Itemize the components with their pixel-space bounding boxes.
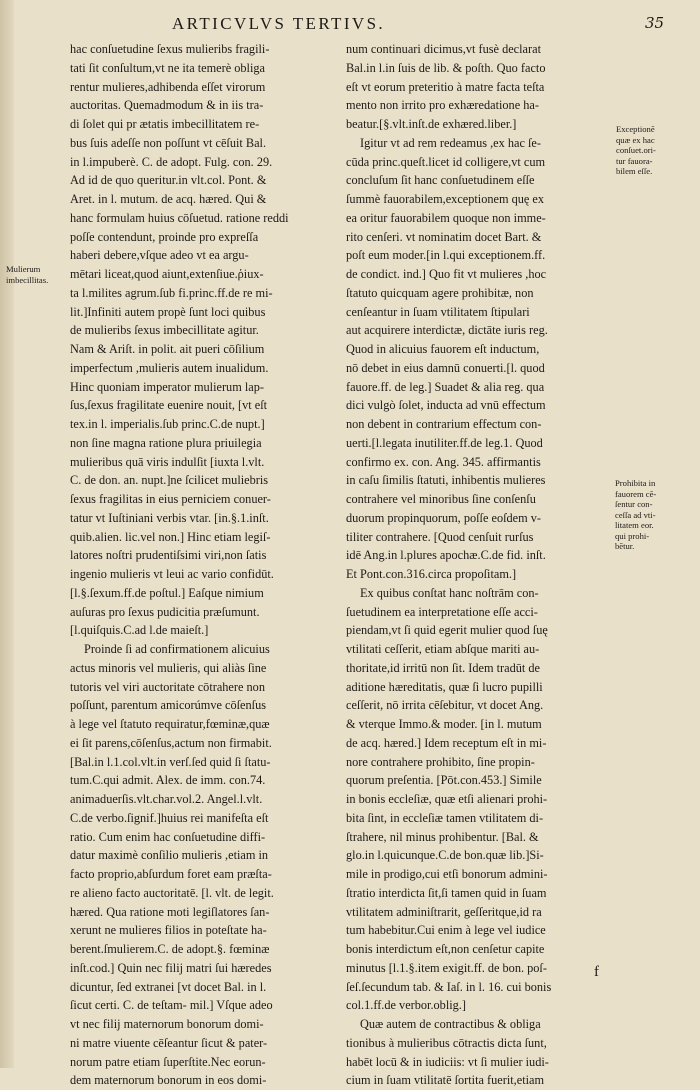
text-line: à lege vel ſtatuto requiratur,fœminæ,quæ [70, 717, 270, 731]
text-line: hanc formulam huius cōſuetud. ratione reddi [70, 210, 289, 225]
text-line: ſicut certi. C. de teſtam- mil.] Vſque adeo [70, 998, 273, 1013]
text-line: mento non irrito pro exhæredatione ha- [346, 98, 539, 113]
text-line: haberi debere,vſque adeo vt ea argu- [70, 248, 249, 263]
text-line: C. de don. an. nupt.]ne ſcilicet muliebris [70, 473, 269, 488]
text-line: poſſe contendunt, proinde pro expreſſa [70, 229, 259, 244]
text-line: cūda princ.queſt.licet id colligere,vt cum [346, 154, 546, 169]
text-line: in bonis eccleſiæ, quæ etſi alienari prohi- [346, 792, 548, 806]
text-line: ratio. Cum enim hac conſuetudine diffi- [70, 829, 266, 844]
text-line: poſt eum moder.[in l.qui exceptionem.ff. [346, 248, 546, 263]
text-line: ſus,ſexus fragilitate euenire nouit, [vt eſt [70, 398, 268, 413]
page-number: 35 [645, 14, 665, 32]
margin-note-line: qui prohi- [615, 530, 650, 541]
text-line: tum.C.qui admit. Alex. de imm. con.74. [70, 773, 266, 788]
text-line: hac conſuetudine ſexus mulieribs fragili- [70, 42, 270, 56]
text-line: facto proprio,abſurdum foret eam præſta- [70, 867, 272, 881]
right-margin-note-exception [616, 124, 686, 177]
text-line: latores noſtri prudentiſsimi viri,non ſatis [70, 548, 267, 563]
margin-note-line: conſuet.ori- [616, 145, 656, 155]
text-line: vtilitatem adminiſtrarit, geſſeritque,id ra [346, 904, 542, 919]
text-line: bus ſuis adeſſe non poſſunt vt cēſuit Bal. [70, 135, 267, 150]
text-line: tatur vt Iuſtiniani verbis vtar. [in.§.1.inſt. [70, 510, 269, 525]
page-edge [0, 0, 14, 1068]
text-line: ta l.milites agrum.ſub fi.princ.ff.de re mi- [70, 285, 273, 300]
text-line: cenſeantur in ſuam vtilitatem ſtipulari [346, 304, 530, 319]
text-line: poſſunt, parentum amicorúmve cōſenſus [70, 698, 267, 713]
text-line: tex.in l. imperialis.ſub princ.C.de nupt.] [70, 417, 265, 431]
text-line: norum patre etiam ſuperſtite.Nec eorun- [70, 1054, 266, 1069]
left-text-column [70, 40, 342, 1090]
text-line: in caſu ſimilis ſtatuti, inhibentis mulieres [346, 473, 546, 488]
text-line: tati ſit conſultum,vt ne ita temerè obliga [70, 60, 265, 75]
text-line: di ſolet qui pr ætatis imbecillitatem re- [70, 117, 260, 131]
text-line: lit.]Infiniti autem propè ſunt loci quibus [70, 304, 266, 319]
text-line: Quod in alicuius fauorem eſt inductum, [346, 342, 540, 356]
text-line: vtilitati ceſſerit, etiam abſque mariti au- [346, 642, 540, 656]
text-line: ſummè fauorabilem,exceptionem quę ex [346, 192, 545, 206]
margin-note-line: litatem eor. [615, 520, 654, 530]
margin-note-line: fauorem cē- [615, 488, 657, 499]
text-line: fauore.ff. de leg.] Suadet & alia reg. qua [346, 379, 545, 394]
text-line: ni matre viuente cēſeantur ſicut & pater- [70, 1035, 268, 1050]
text-line: nō debet in eius damnū conuerti.[l. quod [346, 360, 545, 375]
text-line: [l.quiſquis.C.ad l.de maieſt.] [70, 623, 209, 638]
text-line: dici vulgò ſolet, inducta ad vnū effectum [346, 398, 546, 413]
text-line: non ſine magna ratione plura priuilegia [70, 435, 262, 450]
margin-note-line: tur fauora- [616, 155, 653, 166]
text-line: Nam & Ariſt. in polit. ait pueri cōſilium [70, 342, 265, 356]
text-line: ſtrahere, nil minus prohibentur. [Bal. & [346, 829, 539, 844]
text-line: auctoritas. Quemadmodum & in iis tra- [70, 98, 264, 113]
left-margin-note [6, 264, 66, 285]
text-line: ea oritur fauorabilem quoque non imme- [346, 210, 546, 225]
text-line: quorum preſentia. [Pōt.con.453.] Simile [346, 773, 542, 788]
text-line: ingenio mulieris vt leui ac vario confidūt. [70, 567, 274, 581]
text-line: dem maternorum bonorum in eos domi- [70, 1073, 267, 1088]
text-line: ſtratio interdicta ſit,ſi tamen quid in ſuam [346, 885, 547, 900]
text-line: quib.alien. lic.vel non.] Hinc etiam legiſ- [70, 529, 271, 544]
margin-note-line: quæ ex hac [616, 134, 655, 145]
margin-note-line: Exceptionē [616, 124, 655, 134]
text-line: ſeſ.ſecundum tab. & Iaſ. in l. 16. cui bonis [346, 979, 552, 994]
text-line: concluſum ſit hanc conſuetudinem eſſe [346, 173, 535, 188]
page-header [0, 12, 700, 36]
text-line: ſuetudinem ea interpretatione eſſe acci- [346, 604, 538, 619]
text-line: datur maximè conſilio mulieris ,etiam in [70, 848, 269, 863]
text-line: glo.in l.quicunque.C.de bon.quæ lib.]Si- [346, 848, 544, 863]
text-line: mulieribus quā viris indulſit [iuxta l.vlt. [70, 454, 265, 469]
text-line: duorum propinquorum, poſſe eoſdem v- [346, 510, 542, 525]
text-line: eſt vt eorum preteritio à matre facta teſta [346, 79, 545, 94]
catchword: f [594, 964, 599, 980]
text-line: xerunt ne mulieres filios in poteſtate ha- [70, 923, 267, 938]
text-line: re alieno facto auctoritatē. [l. vlt. de legit. [70, 885, 274, 900]
text-line: bita ſint, in eccleſiæ tamen vtilitatem di- [346, 810, 544, 825]
text-line: ei ſit parens,cōſenſus,actum non firmabit. [70, 735, 272, 750]
text-line: [l.§.ſexum.ff.de poſtul.] Eaſque nimium [70, 585, 264, 600]
text-line: num continuari dicimus,vt fusè declarat [346, 42, 541, 56]
text-line: Ad id de quo queritur.in vlt.col. Pont. & [70, 173, 267, 188]
text-line: in l.impuberè. C. de adopt. Fulg. con. 29. [70, 154, 273, 169]
text-line: aditione hæreditatis, quæ ſi lucro pupilli [346, 679, 543, 694]
margin-note-line: bētur. [615, 541, 635, 551]
text-line: habēt locū & in iudiciis: vt ſi mulier iudi- [346, 1054, 549, 1069]
text-line: & vterque Immo.& moder. [in l. mutum [346, 717, 542, 731]
text-line: Proinde ſi ad confirmationem alicuius [84, 642, 270, 656]
text-line: inſt.cod.] Quin nec filij matri ſui hæredes [70, 960, 272, 975]
text-line: berent.ſmulierem.C. de adopt.§. fœminæ [70, 942, 270, 956]
text-line: cium in ſuam vtilitatē ſortita fuerit,etiam [346, 1073, 545, 1088]
text-line: confirmo ex. con. Ang. 345. affirmantis [346, 454, 541, 469]
text-line: ſtatuto quicquam agere prohibitæ, non [346, 285, 534, 300]
text-line: Aret. in l. mutum. de acq. hæred. Qui & [70, 192, 267, 206]
text-line: Et Pont.con.316.circa propoſitam.] [346, 567, 517, 581]
margin-note-line: ceſſa ad vti- [615, 509, 656, 520]
text-line: rentur mulieres,adhibenda eſſet virorum [70, 79, 266, 94]
text-line: contrahere vel minoribus ſine conſenſu [346, 492, 536, 506]
text-line: auſuras pro ſexus pudicitia præſumunt. [70, 604, 260, 619]
text-line: non debent in contrarium effectum con- [346, 417, 542, 431]
text-line: de mulieribs ſexus imbecillitate agitur. [70, 323, 259, 338]
text-line: beatur.[§.vlt.inſt.de exhæred.liber.] [346, 117, 517, 131]
text-line: tiliter contrahere. [Quod cenſuit rurſus [346, 529, 534, 544]
text-line: rito cenſeri. vt nominatim docet Bart. & [346, 229, 542, 244]
text-line: piendam,vt ſi quid egerit mulier quod ſuę [346, 623, 548, 638]
margin-note-line: ſentur con- [615, 499, 653, 509]
text-line: Quæ autem de contractibus & obliga [360, 1017, 541, 1031]
margin-note-line: Prohibita in [615, 478, 656, 488]
running-title: ARTICVLVS TERTIVS. [172, 14, 386, 33]
text-line: idē Ang.in l.plures apochæ.C.de fid. inſt. [346, 548, 546, 563]
margin-note-line: Mulierum [6, 264, 41, 274]
text-line: dicuntur, ſed extranei [vt docet Bal. in l. [70, 979, 267, 994]
text-line: tionibus à mulieribus cōtractis dicta ſunt, [346, 1035, 547, 1050]
text-line: bonis interdictum eſt,non cenſetur capite [346, 942, 545, 956]
text-line: Igitur vt ad rem redeamus ,ex hac ſe- [360, 135, 541, 150]
text-line: Bal.in l.in ſuis de lib. & poſth. Quo facto [346, 60, 546, 75]
text-line: hæred. Qua ratione moti legiſlatores ſan- [70, 904, 270, 919]
text-line: aut acquirere interdictæ, dictāte iuris reg. [346, 323, 548, 338]
text-line: [Bal.in l.1.col.vlt.in verſ.ſed quid ſi ſtatu- [70, 754, 271, 769]
text-line: de acq. hæred.] Idem receptum eſt in mi- [346, 735, 547, 750]
margin-note-line: imbecillitas. [6, 274, 49, 285]
text-line: uerti.[l.legata inutiliter.ff.de leg.1. Quod [346, 435, 543, 450]
text-line: ſexus fragilitas in eius perniciem conuer- [70, 492, 271, 506]
text-line: nore contrahere prohibito, ſine propin- [346, 754, 535, 769]
text-line: animaduerſis.vlt.char.vol.2. Angel.l.vlt. [70, 792, 263, 806]
text-line: C.de verbo.ſignif.]huius rei manifeſta eſt [70, 810, 269, 825]
text-line: thoritate,id irritū non ſit. Idem tradūt de [346, 660, 540, 675]
text-line: vt nec filij maternorum bonorum domi- [70, 1017, 264, 1031]
text-line: col.1.ff.de verbor.oblig.] [346, 998, 466, 1013]
text-line: Hinc quoniam imperator mulierum lap- [70, 379, 264, 394]
margin-note-line: bilem eſſe. [616, 166, 653, 176]
right-text-column [346, 40, 613, 1090]
text-line: tum habebitur.Cui enim à lege vel iudice [346, 923, 546, 938]
text-line: mile in prodigo,cui etſi bonorum admini- [346, 867, 548, 881]
text-line: ceſſerit, nō irrita cēſebitur, vt docet Ang. [346, 698, 544, 713]
text-line: mētari liceat,quod aiunt,extenſiue.ῥiux- [70, 267, 264, 281]
text-line: imperfectum ,mulieris autem inualidum. [70, 360, 269, 375]
text-line: de condict. ind.] Quo fit vt mulieres ,hoc [346, 267, 547, 281]
text-line: tutoris vel viri auctoritate cōtrahere non [70, 679, 265, 694]
text-line: Ex quibus conſtat hanc noſtrām con- [360, 585, 539, 600]
text-line: actus minoris vel mulieris, qui aliàs ſine [70, 660, 267, 675]
right-margin-note-prohibition [615, 478, 687, 552]
text-line: minutus [l.1.§.item exigit.ff. de bon. poſ- [346, 960, 547, 975]
